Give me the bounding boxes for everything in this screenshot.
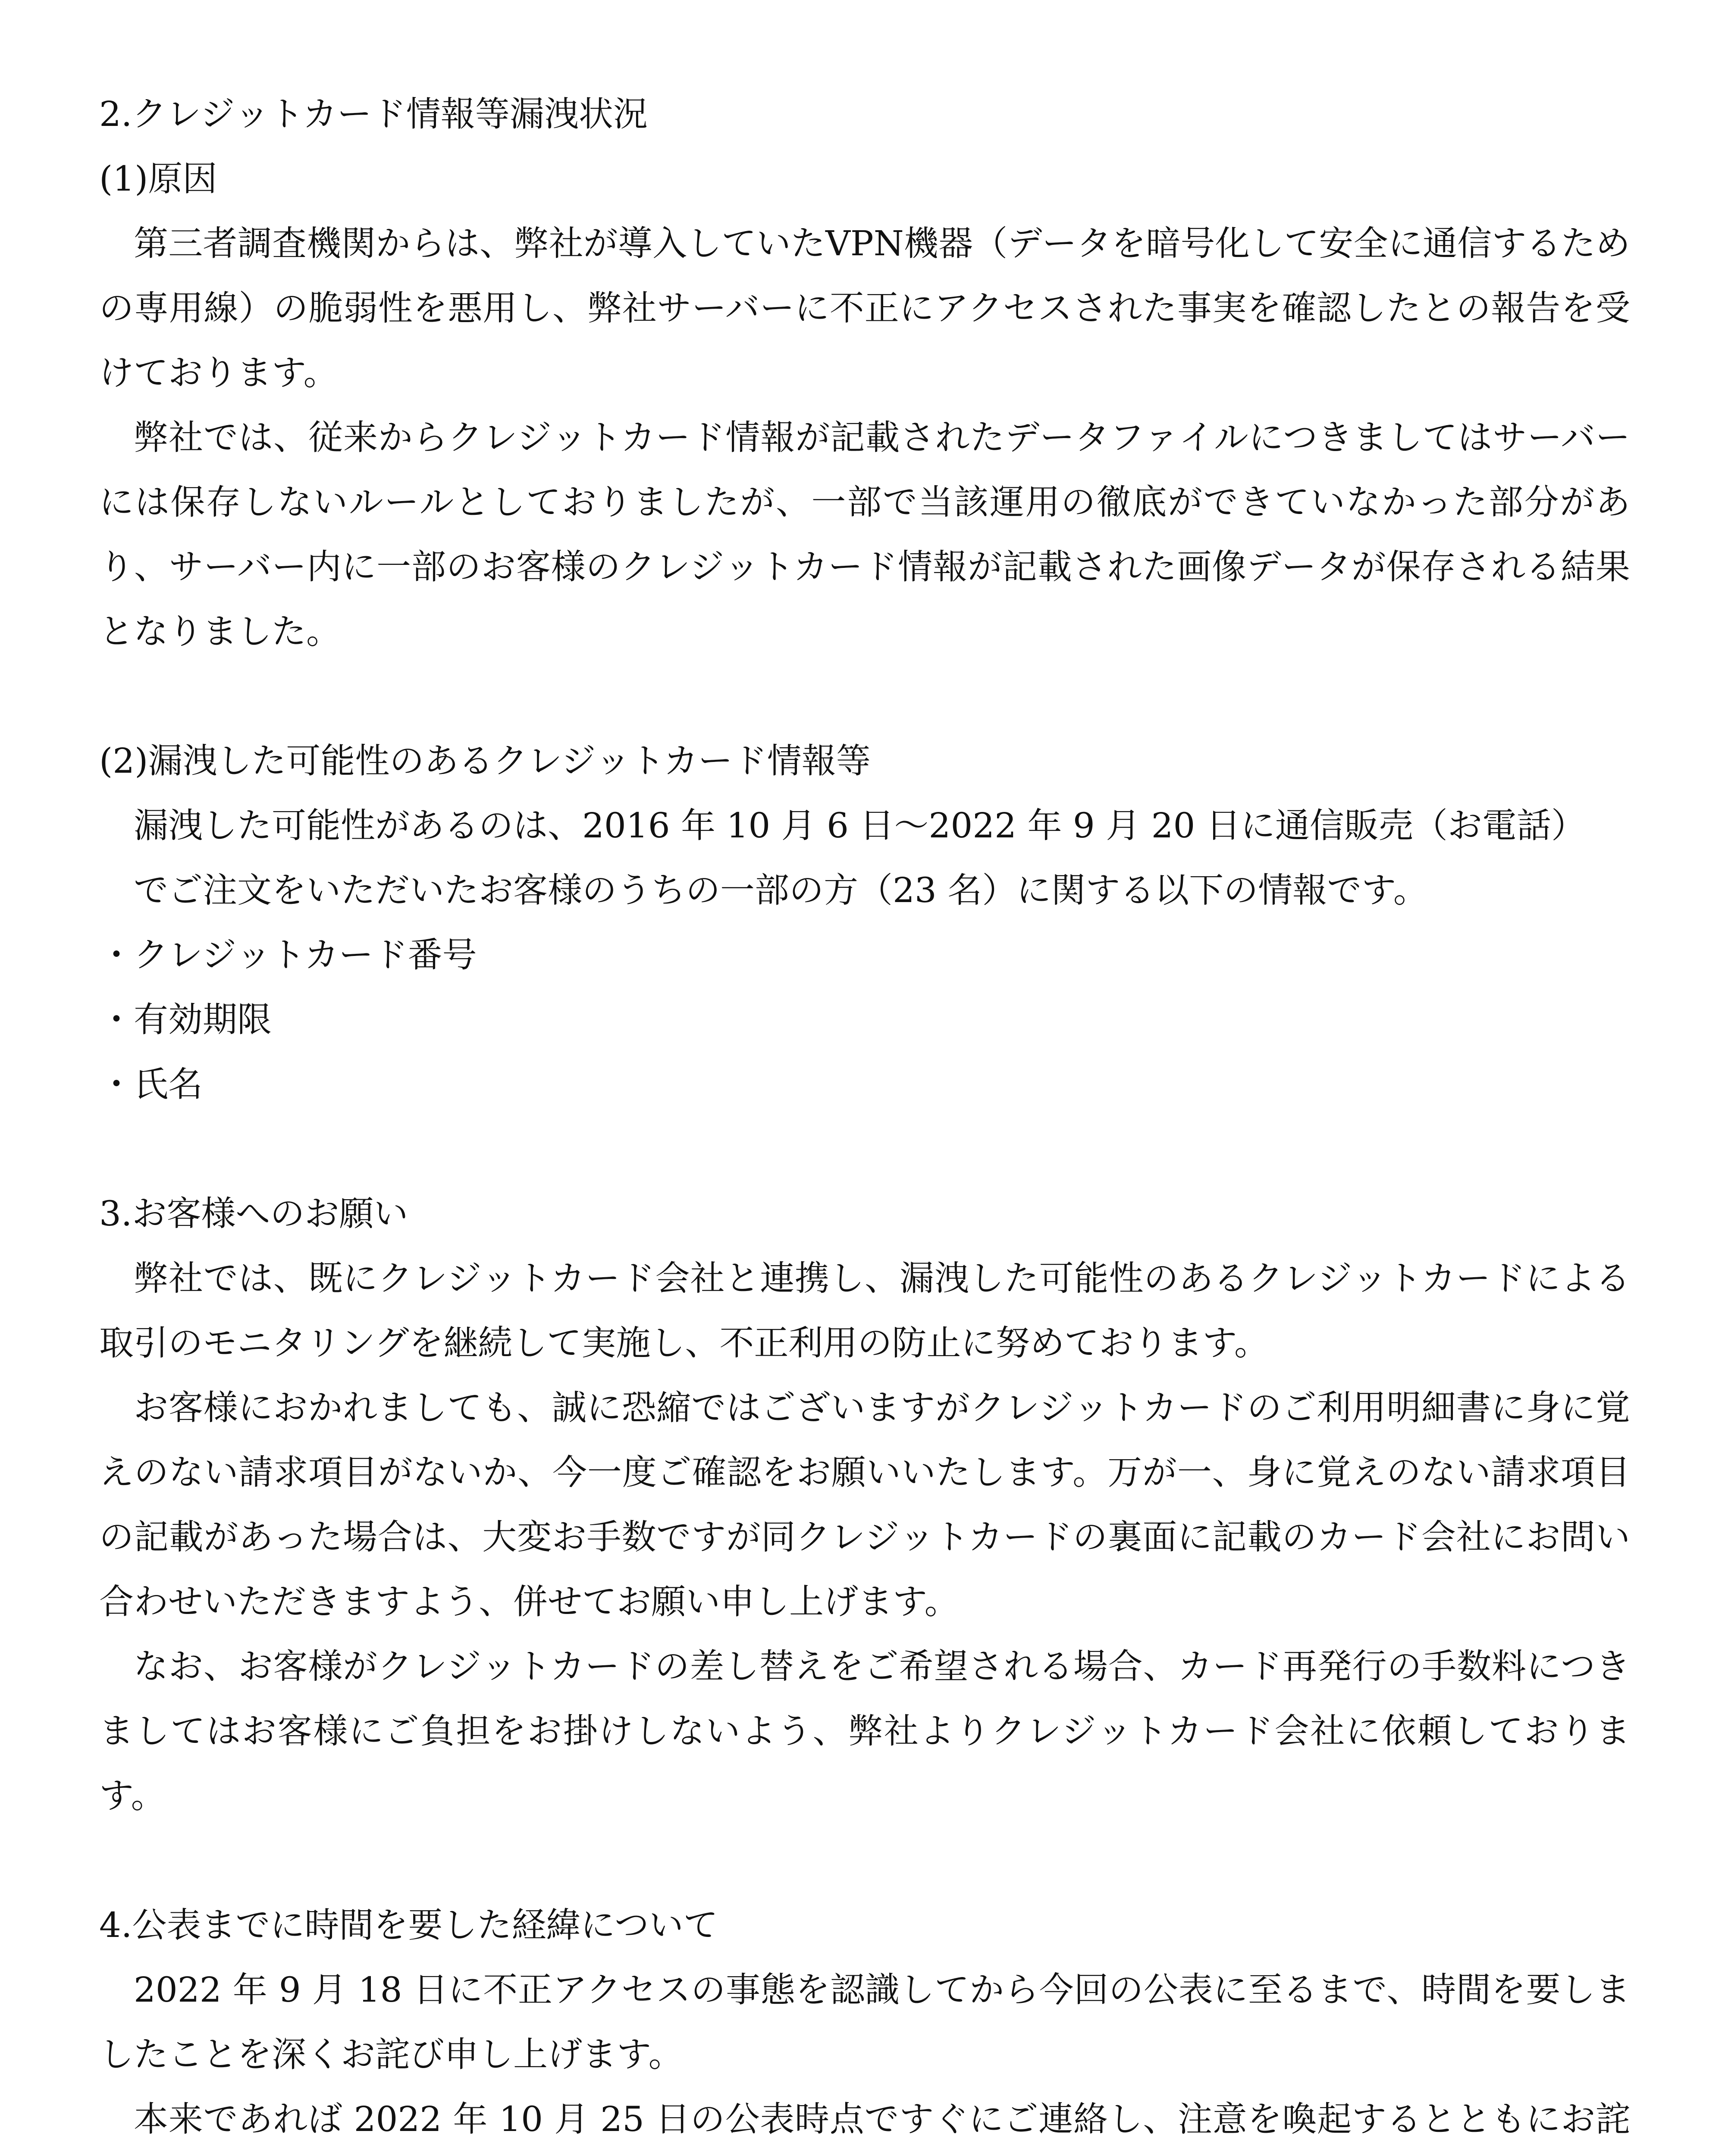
cause-paragraph: 弊社では、従来からクレジットカード情報が記載されたデータファイルにつきましてはサーバーには保存しないルールとしておりましたが、一部で当該運用の徹底ができていなかった部分があり、サーバー内に一部のお客様のクレジットカード情報が記載された画像データが保存される結果となりました。: [99, 417, 1630, 652]
delay-paragraph: 本来であれば 2022 年 10 月 25 日の公表時点ですぐにご連絡し、注意を喚起するとともにお詫: [134, 2099, 1630, 2139]
document-page: [99, 82, 1630, 2156]
delay-paragraph: 2022 年 9 月 18 日に不正アクセスの事態を認識してから今回の公表に至るまで、時間を要しましたことを深くお詫び申し上げます。: [99, 1970, 1630, 2075]
section-4-title: 4.公表までに時間を要した経緯について: [99, 1905, 718, 1945]
request-paragraph: なお、お客様がクレジットカードの差し替えをご希望される場合、カード再発行の手数料につきましてはお客様にご負担をお掛けしないよう、弊社よりクレジットカード会社に依頼しております。: [99, 1646, 1630, 1816]
list-item: ・クレジットカード番号: [99, 935, 477, 975]
leaked-info-line: でご注文をいただいたお客様のうちの一部の方（23 名）に関する以下の情報です。: [134, 870, 1428, 910]
leaked-info-subtitle: (2)漏洩した可能性のあるクレジットカード情報等: [99, 741, 871, 781]
leaked-info-list: [99, 923, 1630, 1117]
leaked-info-line: 漏洩した可能性があるのは、2016 年 10 月 6 日～2022 年 9 月 20 日に通信販売（お電話）: [134, 805, 1586, 846]
section-3-title: 3.お客様へのお願い: [99, 1194, 408, 1234]
list-item: ・氏名: [99, 1064, 203, 1104]
spacer: [99, 1828, 1630, 1893]
request-paragraph: 弊社では、既にクレジットカード会社と連携し、漏洩した可能性のあるクレジットカードによる取引のモニタリングを継続して実施し、不正利用の防止に努めております。: [99, 1258, 1630, 1363]
list-item: ・有効期限: [99, 1000, 272, 1040]
cause-paragraph: 第三者調査機関からは、弊社が導入していたVPN機器（データを暗号化して安全に通信するための専用線）の脆弱性を悪用し、弊社サーバーに不正にアクセスされた事実を確認したとの報告を受けております。: [99, 223, 1630, 393]
request-paragraph: お客様におかれましても、誠に恐縮ではございますがクレジットカードのご利用明細書に身に覚えのない請求項目がないか、今一度ご確認をお願いいたします。万が一、身に覚えのない請求項目の記載があった場合は、大変お手数ですが同クレジットカードの裏面に記載のカード会社にお問い合わせいただきますよう、併せてお願い申し上げます。: [99, 1388, 1630, 1622]
spacer: [99, 664, 1630, 729]
spacer: [99, 1117, 1630, 1181]
cause-subtitle: (1)原因: [99, 159, 217, 199]
section-2-title: 2.クレジットカード情報等漏洩状況: [99, 94, 648, 134]
